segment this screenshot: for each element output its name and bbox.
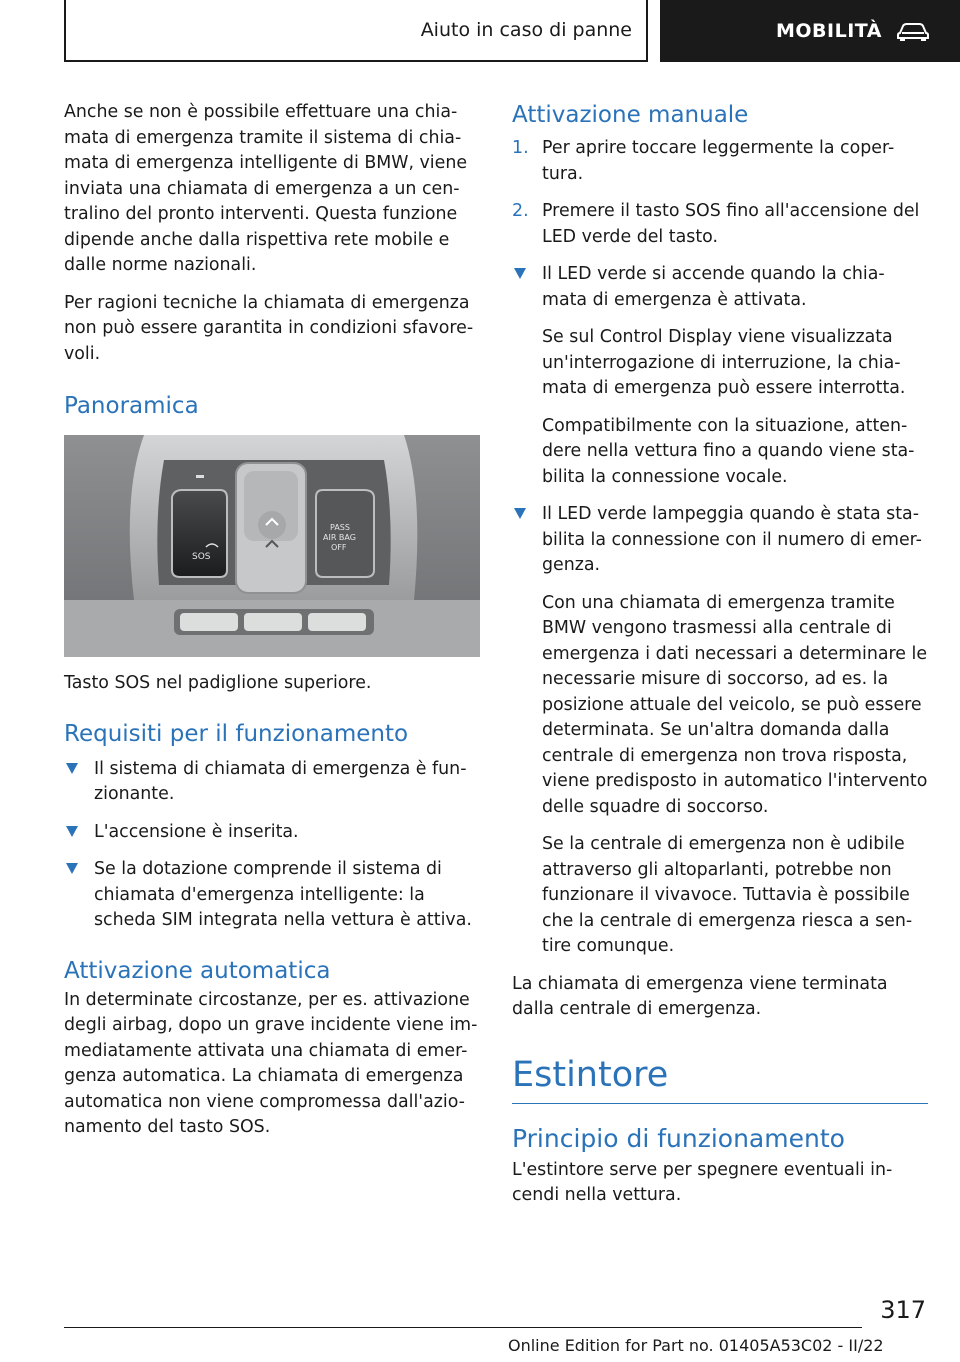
right-column: [512, 100, 928, 1221]
list-item: Il LED verde lampeggia quando è stata sta-bilita la connessione con il numero di emer-genza.: [512, 502, 928, 579]
requirements-heading: Requisiti per il funzionamento: [64, 720, 409, 747]
left-column: [64, 100, 480, 1153]
list-item: 1. Per aprire toccare leggermente la coper-tura.: [512, 138, 895, 184]
list-item: L'accensione è inserita.: [64, 820, 480, 846]
pass-label-line2: AIR BAG: [323, 533, 356, 542]
list-item: Il sistema di chiamata di emergenza è fun-zionante.: [64, 757, 480, 808]
led-sub-paragraph: Compatibilmente con la situazione, atten-dere nella vettura fino a quando viene sta-bilita la connessione vocale.: [542, 415, 915, 487]
automatic-activation-heading: Attivazione automatica: [64, 957, 331, 984]
pass-label-line1: PASS: [330, 523, 350, 532]
principle-paragraph: L'estintore serve per spegnere eventuali in-cendi nella vettura.: [512, 1159, 893, 1205]
footer-divider: [64, 1327, 862, 1328]
sos-label: SOS: [192, 552, 211, 562]
heading-divider: [512, 1103, 928, 1104]
extinguisher-heading: Estintore: [512, 1054, 669, 1095]
overview-heading: Panoramica: [64, 393, 199, 419]
triangle-bullet-icon: [66, 863, 78, 874]
led-sub-paragraph: Se la centrale di emergenza non è udibile attraverso gli altoparlanti, potrebbe non funzionare il vivavoce. Tuttavia è possibile che la centrale di emergenza riesca a sen-tire comunque.: [542, 834, 913, 956]
technical-note-paragraph: Per ragioni tecniche la chiamata di emergenza non può essere garantita in condizioni sfavore-voli.: [64, 292, 474, 364]
footer-edition: Online Edition for Part no. 01405A53C02 - II/22: [508, 1336, 884, 1355]
header-chapter-tab: [660, 0, 960, 62]
photo-caption: Tasto SOS nel padiglione superiore.: [64, 673, 372, 693]
triangle-bullet-icon: [66, 763, 78, 774]
automatic-activation-paragraph: In determinate circostanze, per es. attivazione degli airbag, dopo un grave incidente viene im-mediatamente attivata una chiamata di emer-genza automatica. La chiamata di emergenza automatica non viene compromessa dall'azio-namento del tasto SOS.: [64, 989, 478, 1137]
list-item: Se la dotazione comprende il sistema di chiamata d'emergenza intelligente: la scheda SIM integrata nella vettura è attiva.: [64, 857, 480, 934]
call-end-paragraph: La chiamata di emergenza viene terminata dalla centrale di emergenza.: [512, 973, 888, 1019]
led-status-list-2: [512, 502, 928, 579]
header-section-tab: [64, 0, 648, 62]
led-sub-paragraph: Se sul Control Display viene visualizzata un'interrogazione di interruzione, la chia-mata di emergenza può essere interrotta.: [542, 327, 906, 398]
list-item: 2. Premere il tasto SOS fino all'accensione del LED verde del tasto.: [512, 201, 920, 247]
car-icon: [896, 20, 930, 42]
header-chapter-title: MOBILITÀ: [776, 20, 882, 42]
steps-list: [512, 136, 928, 250]
led-status-list: [512, 262, 928, 313]
triangle-bullet-icon: [514, 268, 526, 279]
intro-paragraph: Anche se non è possibile effettuare una chia-mata di emergenza tramite il sistema di chia-mata di emergenza intelligente di BMW, viene inviata una chiamata di emergenza a un cen-tralino del pronto interventi. Questa funzione dipende anche dalla rispettiva rete mobile e dalle norme nazionali.: [64, 102, 468, 275]
led-sub-paragraph: Con una chiamata di emergenza tramite BMW vengono trasmessi alla centrale di emergenza i dati necessari a determinare le necessarie misure di soccorso, ad es. la posizione attuale del veicolo, se può essere determinata. Se un'altra domanda dalla centrale di emergenza non trova risposta, viene predisposto in automatico l'intervento delle squadre di soccorso.: [542, 592, 928, 817]
sos-button-photo: [64, 435, 480, 657]
triangle-bullet-icon: [514, 508, 526, 519]
page-number: 317: [880, 1296, 926, 1324]
manual-activation-heading: Attivazione manuale: [512, 102, 749, 128]
header-section-title: Aiuto in caso di panne: [420, 19, 632, 41]
requirements-list: [64, 757, 480, 934]
triangle-bullet-icon: [66, 826, 78, 837]
principle-heading: Principio di funzionamento: [512, 1123, 845, 1153]
pass-label-line3: OFF: [331, 543, 347, 552]
list-item: Il LED verde si accende quando la chia-mata di emergenza è attivata.: [512, 262, 928, 313]
